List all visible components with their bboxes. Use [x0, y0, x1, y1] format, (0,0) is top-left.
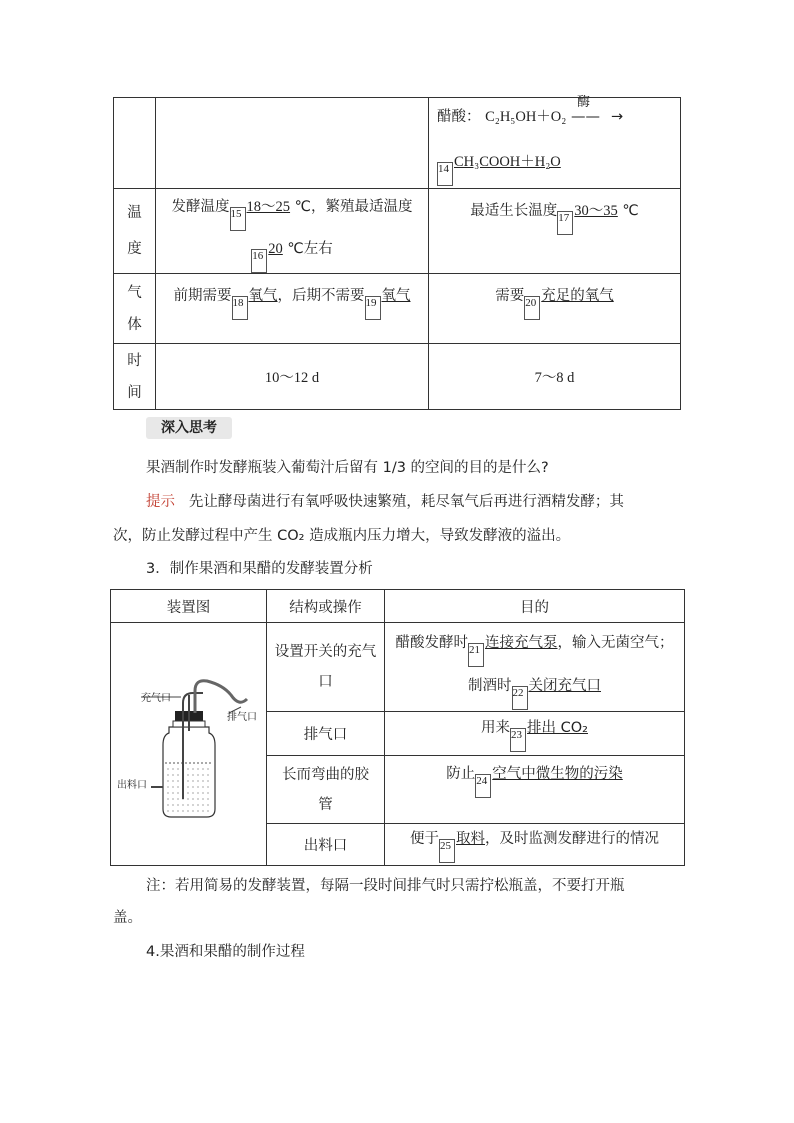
table-row: 时间 10～12 d 7～8 d: [114, 344, 681, 410]
table-row: 温度 发酵温度15 18～25 ℃，繁殖最适温度 16 20 ℃左右 最适生长温度17 30～35 ℃: [114, 189, 681, 274]
table-row: 出料口 便于25 取料，及时监测发酵进行的情况: [111, 824, 685, 866]
table-row: [114, 98, 681, 189]
note-line-1: 注：若用简易的发酵装置，每隔一段时间排气时只需拧松瓶盖，不要打开瓶: [146, 878, 625, 894]
note-line-2: 盖。: [113, 910, 142, 926]
hint-label: 提示: [146, 494, 175, 510]
think-deeper-badge: 深入思考: [146, 417, 232, 439]
table-row: 气体 前期需要18 氧气，后期不需要19 氧气 需要20 充足的氧气: [114, 274, 681, 344]
fermentation-device-table: [110, 589, 685, 866]
fermentation-conditions-table: [113, 97, 681, 410]
section-3-heading: 3．制作果酒和果醋的发酵装置分析: [146, 561, 373, 577]
outlet-label: 排气口: [227, 712, 257, 723]
device-diagram-cell: [111, 623, 267, 866]
acetic-formula-cell: 醋酸： C₂H₅OH＋O₂ 酶 —— → 14 CH₃COOH＋H₂O: [429, 98, 681, 189]
answer-number-box: 14: [437, 162, 453, 186]
table-row: 长而弯曲的胶管 防止24 空气中微生物的污染: [111, 756, 685, 824]
hint-line-2: 次，防止发酵过程中产生 CO₂ 造成瓶内压力增大，导致发酵液的溢出。: [113, 528, 571, 544]
table-header-row: 装置图 结构或操作 目的: [111, 590, 685, 623]
table-row: 排气口 用来23 排出 CO₂: [111, 712, 685, 756]
inlet-label: 充气口: [141, 693, 171, 704]
section-4-heading: 4.果酒和果醋的制作过程: [146, 944, 305, 960]
discharge-label: 出料口: [117, 780, 147, 791]
hint-line-1: 提示 先让酵母菌进行有氧呼吸快速繁殖，耗尽氧气后再进行酒精发酵；其: [146, 494, 624, 510]
question-text: 果酒制作时发酵瓶装入葡萄汁后留有 1/3 的空间的目的是什么?: [146, 460, 549, 476]
enzyme-arrow: 酶 ——: [570, 95, 600, 125]
table-row: 充气口 排气口 出料口 设置开关的充气口 醋酸发酵时21 连接充气泵，输入无菌空气； 制酒时22 关闭充气口: [111, 623, 685, 712]
fermentation-bottle-diagram: [111, 623, 266, 866]
